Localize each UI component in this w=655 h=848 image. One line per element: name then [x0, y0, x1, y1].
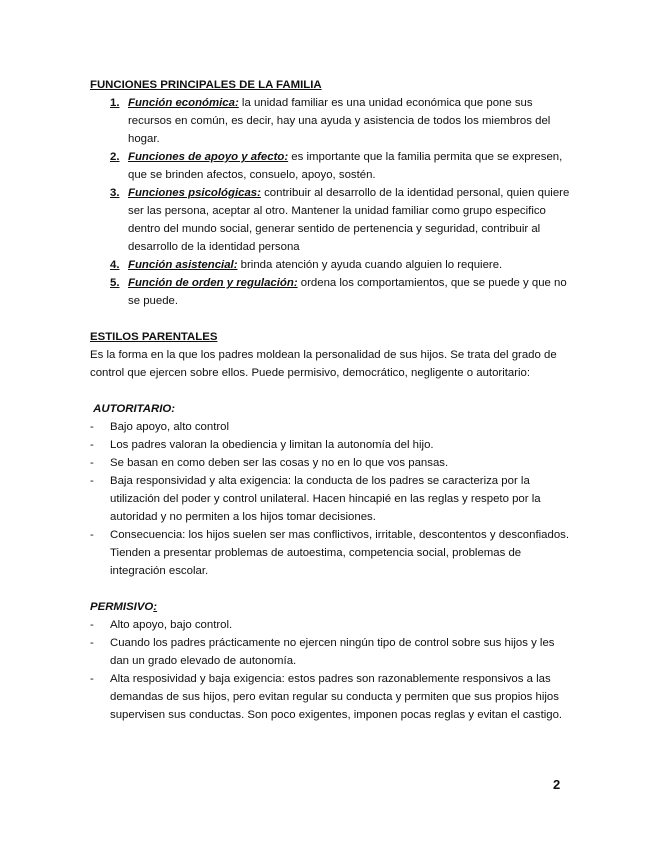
- list-item: [90, 526, 572, 580]
- list-item-text: Consecuencia: los hijos suelen ser mas conflictivos, irritable, descontentos y desconfiados. Tienden a presentar problemas de autoestima, competencia social, problemas de integración escolar.: [110, 529, 570, 577]
- list-item-text: Alta resposividad y baja exigencia: estos padres son razonablemente responsivos a las demandas de sus hijos, pero evitan regular su conducta y permiten que sus propios hijos supervisen sus conductas. Son poco exigentes, imponen pocas reglas y evitan el castigo.: [110, 673, 563, 721]
- list-item: [90, 454, 572, 472]
- function-item: [90, 94, 572, 148]
- permisivo-title: [90, 598, 572, 616]
- list-item-text: Cuando los padres prácticamente no ejercen ningún tipo de control sobre sus hijos y les dan un grado elevado de autonomía.: [110, 637, 555, 667]
- dash-bullet: -: [90, 421, 94, 433]
- list-item-text: Baja responsividad y alta exigencia: la conducta de los padres se caracteriza por la utilización del poder y control unilateral. Hacen hincapié en las reglas y respeto por la autoridad y no permiten a los hijos tomar decisiones.: [110, 475, 541, 523]
- list-item: [90, 436, 572, 454]
- item-number: 5.: [110, 277, 120, 289]
- dash-bullet: -: [90, 637, 94, 649]
- spacer: [90, 580, 572, 598]
- function-item: [90, 274, 572, 310]
- item-number: 2.: [110, 151, 120, 163]
- spacer: [90, 382, 572, 400]
- autoritario-list: [90, 418, 572, 580]
- page-number: 2: [553, 777, 561, 792]
- permisivo-title-text: PERMISIVO: [90, 601, 154, 613]
- function-term: Función económica:: [128, 97, 239, 109]
- function-term: Función de orden y regulación:: [128, 277, 298, 289]
- autoritario-title-text: AUTORITARIO:: [93, 403, 176, 415]
- dash-bullet: -: [90, 439, 94, 451]
- estilos-intro: Es la forma en la que los padres moldean la personalidad de sus hijos. Se trata del grado de control que ejercen sobre ellos. Puede permisivo, democrático, negligente o autoritario:: [90, 349, 557, 379]
- function-item: [90, 148, 572, 184]
- document-page: [90, 76, 572, 724]
- list-item: [90, 634, 572, 670]
- item-number: 3.: [110, 187, 120, 199]
- dash-bullet: -: [90, 529, 94, 541]
- list-item-text: Bajo apoyo, alto control: [110, 421, 230, 433]
- list-item: [90, 418, 572, 436]
- function-text: ordena los comportamientos, que se puede y que no se puede.: [128, 277, 567, 307]
- function-item: [90, 256, 572, 274]
- functions-list: [90, 94, 572, 310]
- section-title-estilos: ESTILOS PARENTALES: [90, 331, 218, 343]
- dash-bullet: -: [90, 673, 94, 685]
- item-number: 4.: [110, 259, 120, 271]
- dash-bullet: -: [90, 619, 94, 631]
- permisivo-list: [90, 616, 572, 724]
- spacer: [90, 310, 572, 328]
- list-item: [90, 472, 572, 526]
- item-number: 1.: [110, 97, 120, 109]
- function-term: Funciones de apoyo y afecto:: [128, 151, 289, 163]
- function-term: Funciones psicológicas:: [128, 187, 261, 199]
- function-text: es importante que la familia permita que se expresen, que se brinden afectos, consuelo, apoyo, sostén.: [128, 151, 563, 181]
- dash-bullet: -: [90, 475, 94, 487]
- list-item-text: Alto apoyo, bajo control.: [110, 619, 233, 631]
- function-text: contribuir al desarrollo de la identidad personal, quien quiere ser las persona, aceptar al otro. Mantener la unidad familiar como grupo especifico dentro del mundo social, generar sentido de pertenencia y seguridad, contribuir al desarrollo de la identidad persona: [128, 187, 570, 253]
- permisivo-colon: :: [153, 601, 158, 613]
- list-item-text: Los padres valoran la obediencia y limitan la autonomía del hijo.: [110, 439, 434, 451]
- function-text: la unidad familiar es una unidad económica que pone sus recursos en común, es decir, hay una ayuda y asistencia de todos los miembros del hogar.: [128, 97, 551, 145]
- list-item-text: Se basan en como deben ser las cosas y no en lo que vos pansas.: [110, 457, 449, 469]
- function-term: Función asistencial:: [128, 259, 238, 271]
- list-item: [90, 670, 572, 724]
- section-title-funciones: FUNCIONES PRINCIPALES DE LA FAMILIA: [90, 79, 322, 91]
- autoritario-title: [90, 400, 572, 418]
- dash-bullet: -: [90, 457, 94, 469]
- function-item: [90, 184, 572, 256]
- list-item: [90, 616, 572, 634]
- function-text: brinda atención y ayuda cuando alguien lo requiere.: [237, 259, 503, 271]
